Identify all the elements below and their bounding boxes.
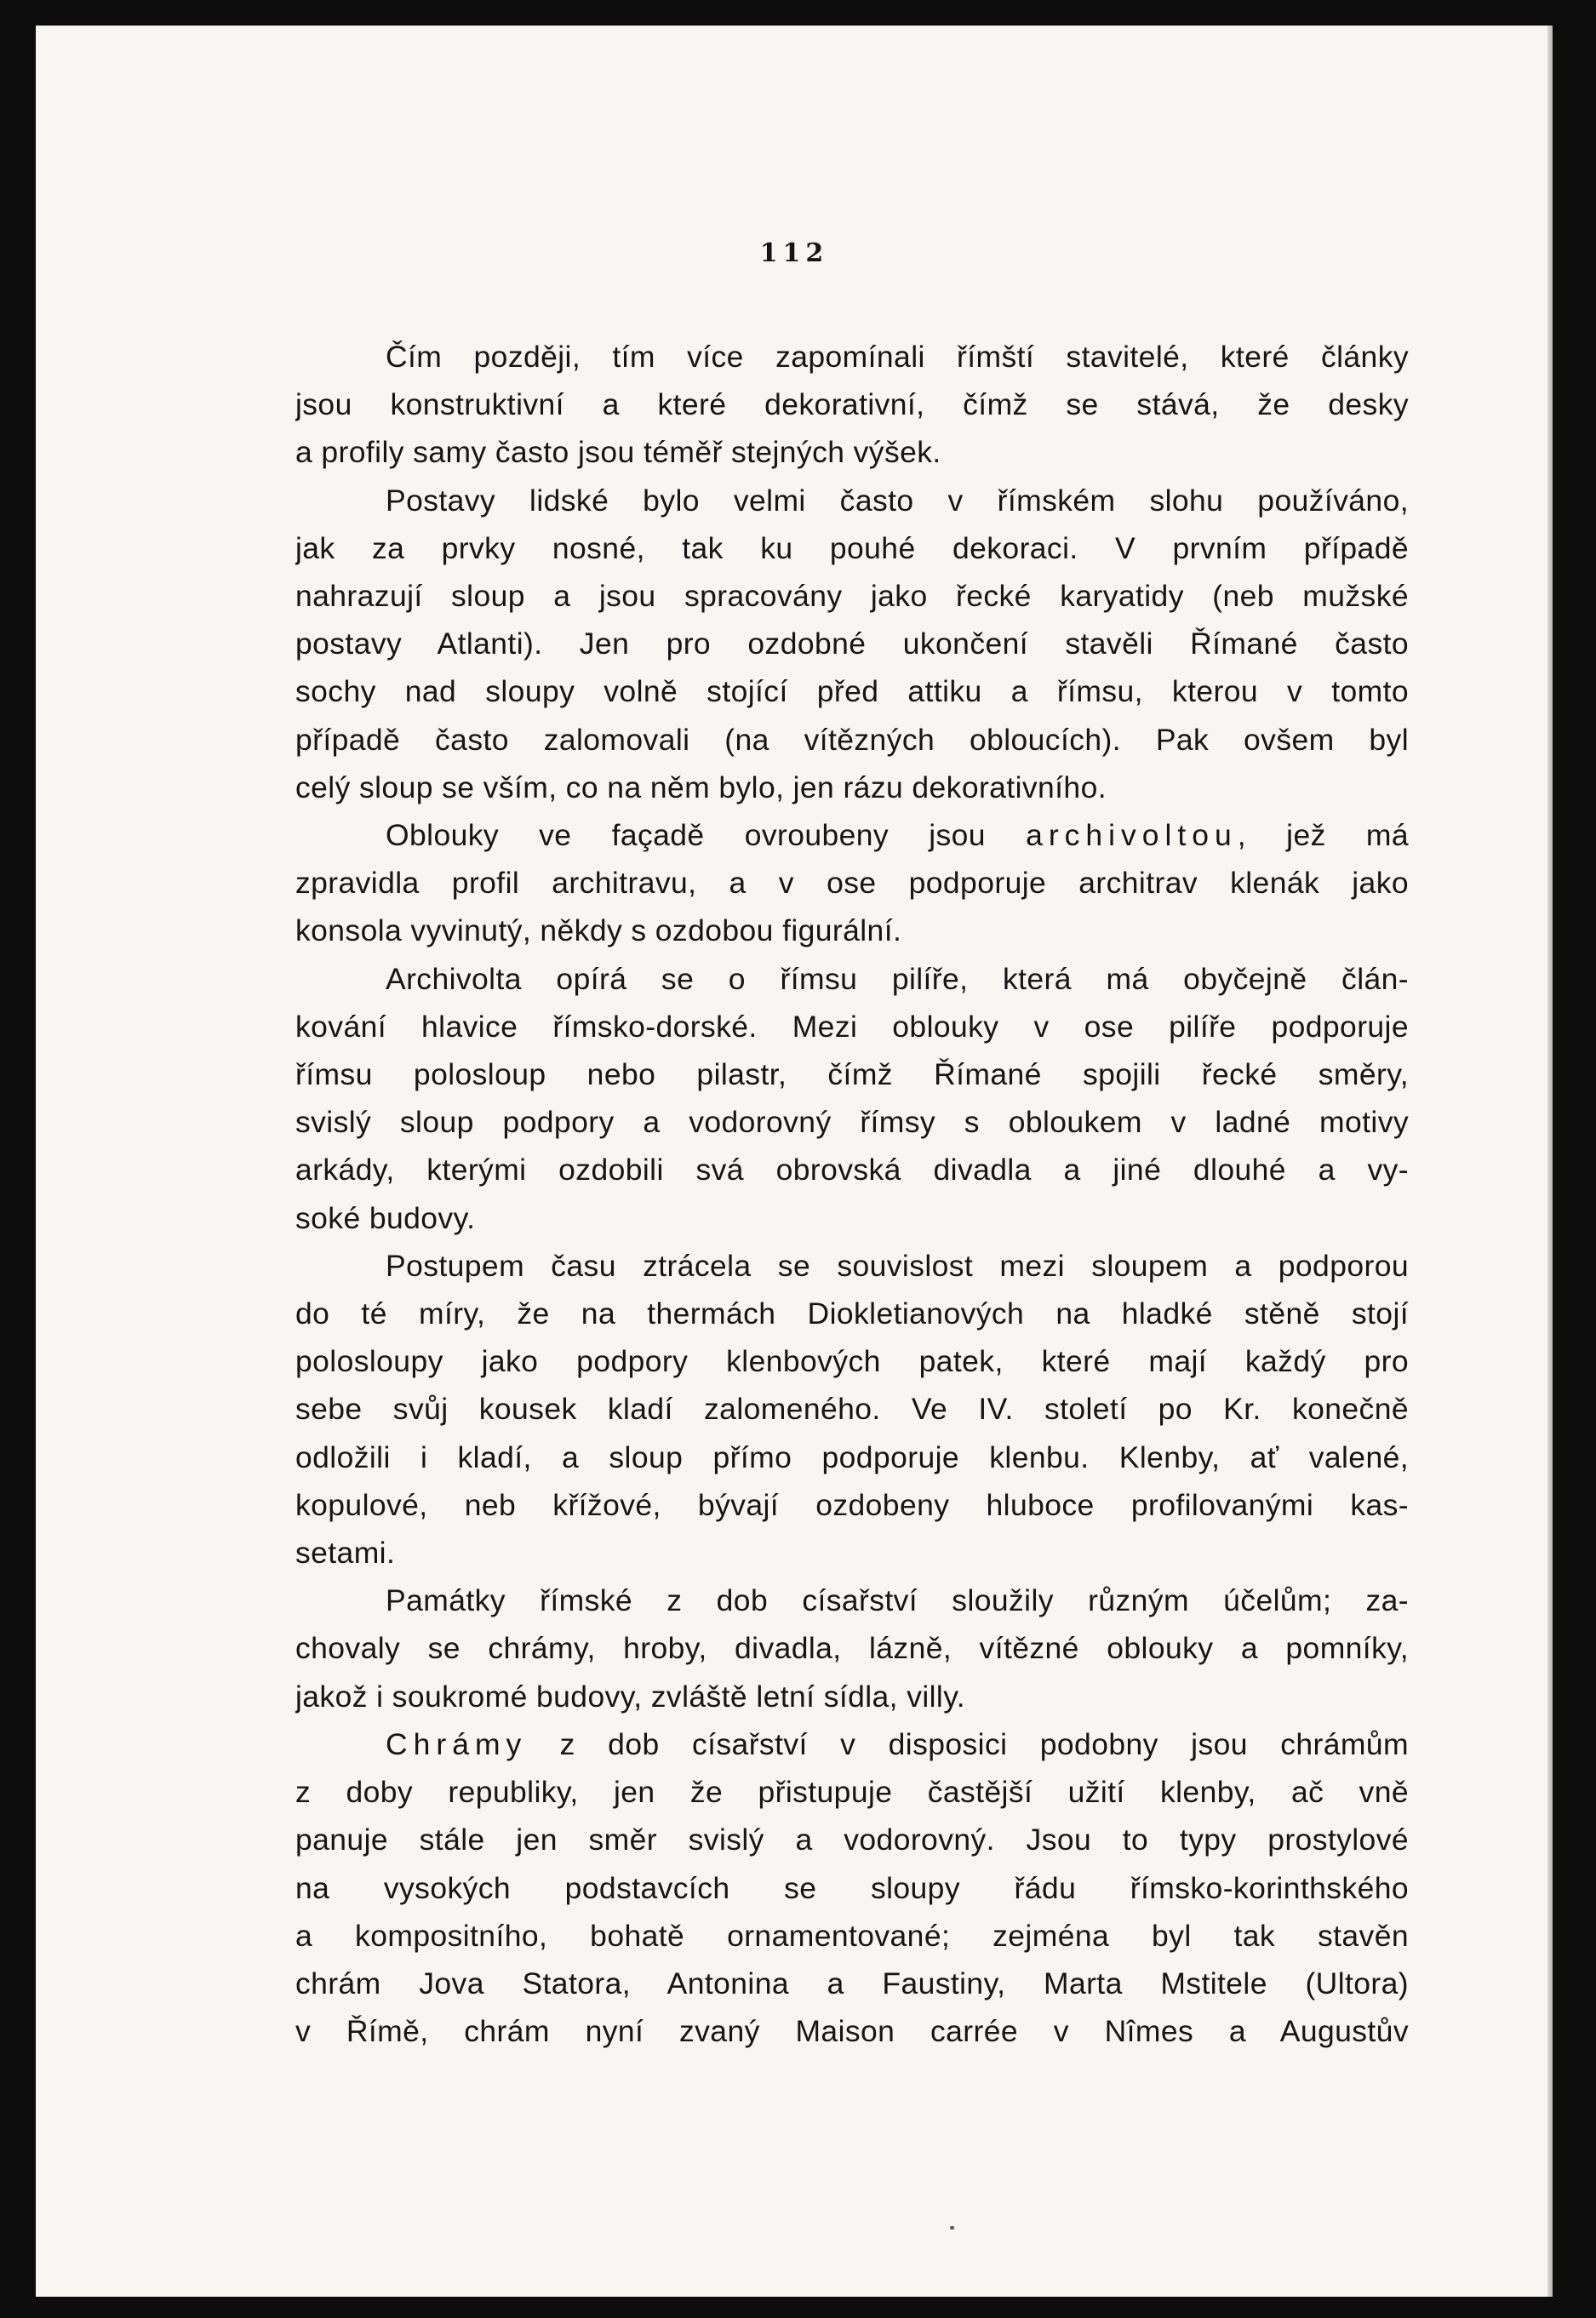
text-line: v Římě, chrám nyní zvaný Maison carrée v Nîmes a Augustův xyxy=(295,2014,1409,2049)
text-line: odložili i kladí, a sloup přímo podporuje klenbu. Klenby, ať valené, xyxy=(295,1439,1409,1474)
text-segment: , jež má xyxy=(1237,818,1409,853)
emphasized-term: archivoltou xyxy=(1026,818,1238,853)
text-line: Postavy lidské bylo velmi často v římském slohu používáno, xyxy=(386,483,1409,518)
text-line: sebe svůj kousek kladí zalomeného. Ve IV. století po Kr. konečně xyxy=(295,1392,1409,1427)
text-line: na vysokých podstavcích se sloupy řádu římsko-korinthského xyxy=(295,1870,1409,1905)
text-line: a kompositního, bohatě ornamentované; zejména byl tak stavěn xyxy=(295,1918,1409,1953)
text-line: sochy nad sloupy volně stojící před attiku a římsu, kterou v tomto xyxy=(295,674,1409,709)
text-line: arkády, kterými ozdobili svá obrovská divadla a jiné dlouhé a vy- xyxy=(295,1153,1409,1188)
text-segment: z dob císařství v disposici podobny jsou chrámům xyxy=(527,1726,1409,1761)
text-line: postavy Atlanti). Jen pro ozdobné ukončení stavěli Římané často xyxy=(295,627,1409,661)
text-line: zpravidla profil architravu, a v ose podporuje architrav klenák jako xyxy=(295,866,1409,901)
text-line: nahrazují sloup a jsou spracovány jako řecké karyatidy (neb mužské xyxy=(295,579,1409,614)
text-line: do té míry, že na thermách Diokletianových na hladké stěně stojí xyxy=(295,1296,1409,1331)
text-line: panuje stále jen směr svislý a vodorovný. Jsou to typy prostylové xyxy=(295,1823,1409,1857)
text-segment: Oblouky ve façadě ovroubeny jsou xyxy=(386,818,1027,853)
text-line: jak za prvky nosné, tak ku pouhé dekoraci. V prvním případě xyxy=(295,530,1409,565)
text-line: Čím později, tím více zapomínali římští stavitelé, které články xyxy=(386,340,1409,374)
text-line: soké budovy. xyxy=(295,1200,476,1235)
text-line: konsola vyvinutý, někdy s ozdobou figurální. xyxy=(295,913,902,948)
text-line: celý sloup se vším, co na něm bylo, jen rázu dekorativního. xyxy=(295,770,1107,804)
text-line: chrám Jova Statora, Antonina a Faustiny, Marta Mstitele (Ultora) xyxy=(295,1966,1409,2000)
text-line: Památky římské z dob císařství sloužily různým účelům; za- xyxy=(386,1583,1409,1618)
dust-speck xyxy=(950,2226,954,2229)
text-line: jsou konstruktivní a které dekorativní, čímž se stává, že desky xyxy=(295,387,1409,422)
text-line: svislý sloup podpory a vodorovný římsy s obloukem v ladné motivy xyxy=(295,1105,1409,1140)
emphasized-term: Chrámy xyxy=(386,1726,528,1761)
text-line xyxy=(295,1720,1409,1768)
text-line: Postupem času ztrácela se souvislost mezi sloupem a podporou xyxy=(386,1248,1409,1283)
text-line: případě často zalomovali (na vítězných obloucích). Pak ovšem byl xyxy=(295,722,1409,757)
text-line: Archivolta opírá se o římsu pilíře, která má obyčejně člán- xyxy=(386,961,1409,996)
text-line: kopulové, neb křížové, bývají ozdobeny hluboce profilovanými kas- xyxy=(295,1487,1409,1522)
body-text xyxy=(295,333,1409,2055)
text-line: z doby republiky, jen že přistupuje častější užití klenby, ač vně xyxy=(295,1775,1409,1810)
text-line xyxy=(295,811,1409,859)
text-line: kování hlavice římsko-dorské. Mezi oblouky v ose pilíře podporuje xyxy=(295,1009,1409,1044)
page-number: 112 xyxy=(759,238,829,268)
text-line: římsu polosloup nebo pilastr, čímž Římané spojili řecké směry, xyxy=(295,1057,1409,1092)
text-line: jakož i soukromé budovy, zvláště letní sídla, villy. xyxy=(295,1679,965,1714)
text-line: chovaly se chrámy, hroby, divadla, lázně, vítězné oblouky a pomníky, xyxy=(295,1631,1409,1666)
book-page xyxy=(36,26,1553,2297)
text-line: a profily samy často jsou téměř stejných výšek. xyxy=(295,435,941,470)
text-line: setami. xyxy=(295,1536,396,1571)
page-edge xyxy=(1547,26,1553,2297)
text-line: polosloupy jako podpory klenbových patek, které mají každý pro xyxy=(295,1344,1409,1379)
